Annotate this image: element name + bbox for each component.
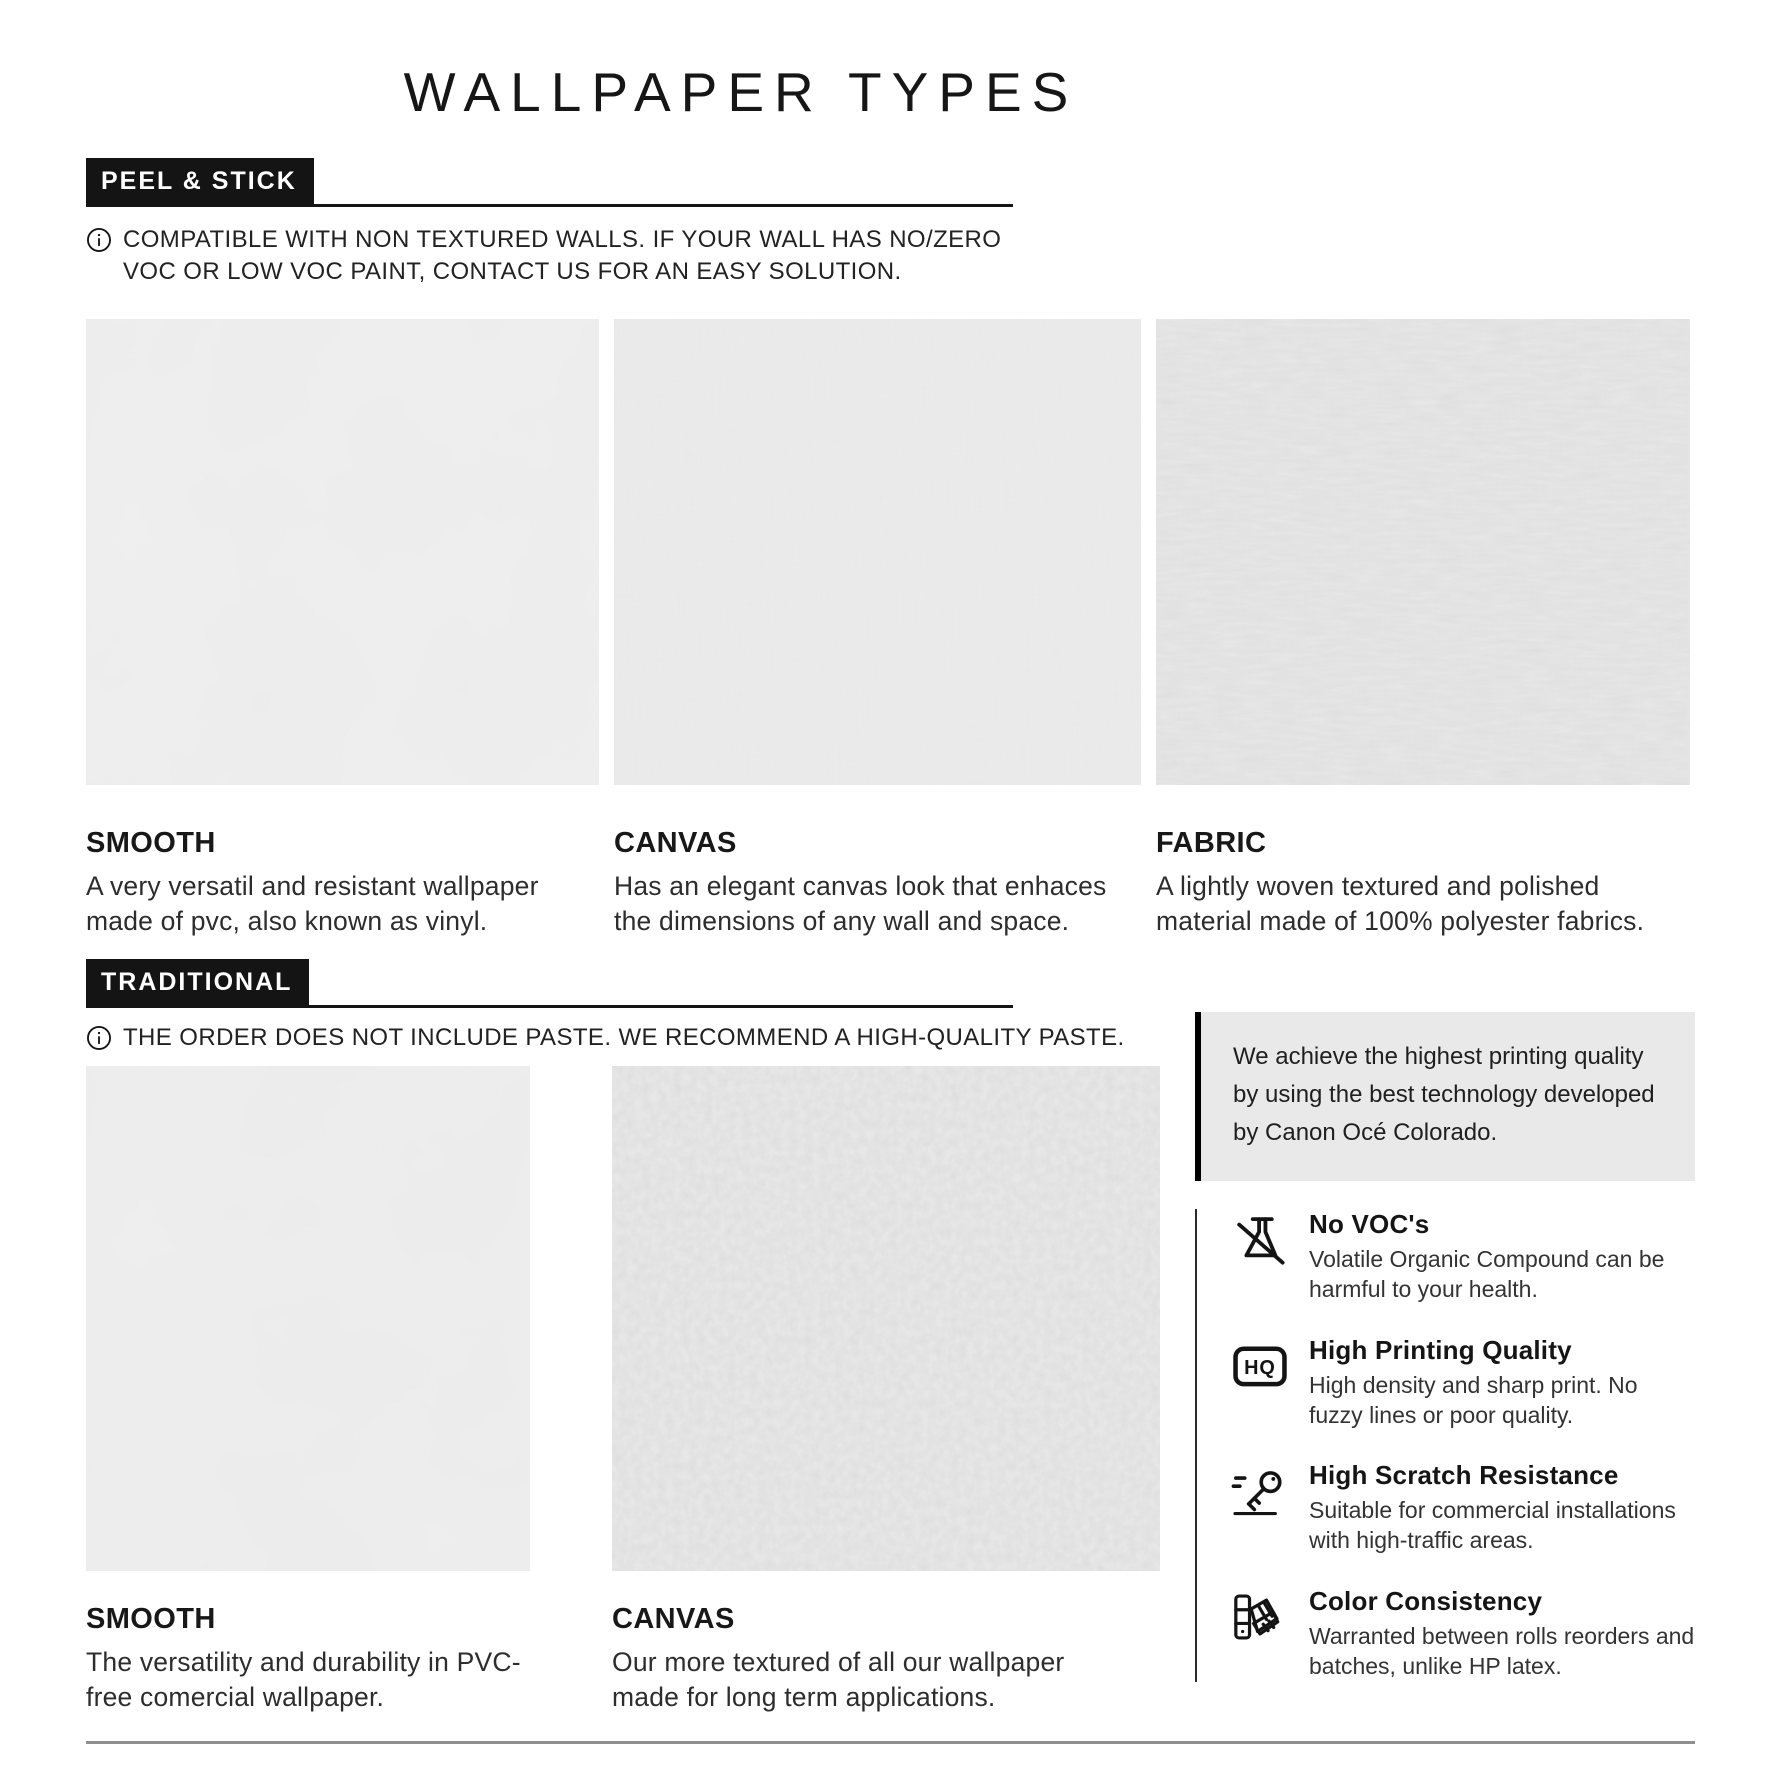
card-description: The versatility and durability in PVC-free comercial wallpaper. <box>86 1647 521 1713</box>
card-description: A very versatil and resistant wallpaper made of pvc, also known as vinyl. <box>86 871 539 936</box>
traditional-badge: TRADITIONAL <box>86 959 309 1005</box>
feature-description: Suitable for commercial installations with high-traffic areas. <box>1309 1497 1676 1554</box>
smooth-texture-swatch <box>86 1066 530 1571</box>
feature-description: Warranted between rolls reorders and batches, unlike HP latex. <box>1309 1623 1695 1680</box>
feature-description: High density and sharp print. No fuzzy lines or poor quality. <box>1309 1371 1638 1428</box>
feature-description: Volatile Organic Compound can be harmful to your health. <box>1309 1245 1665 1302</box>
card-traditional-smooth <box>86 1066 530 1715</box>
page-title: WALLPAPER TYPES <box>403 61 1079 123</box>
card-peel-stick-smooth <box>86 319 599 939</box>
traditional-note <box>86 1022 1160 1055</box>
feature-title: No VOC's <box>1309 1208 1430 1239</box>
card-traditional-canvas <box>612 1066 1160 1715</box>
card-description: A lightly woven textured and polished material made of 100% polyester fabrics. <box>1156 871 1645 936</box>
feature-title: High Scratch Resistance <box>1309 1460 1619 1491</box>
feature-high-printing-quality <box>1231 1335 1695 1431</box>
section-header-peel-stick <box>86 158 1013 207</box>
traditional-cards-row <box>86 1066 1160 1715</box>
feature-no-vocs <box>1231 1209 1695 1305</box>
note-text-line1: COMPATIBLE WITH NON TEXTURED WALLS. IF YOUR WALL HAS NO/ZERO <box>123 225 1002 253</box>
note-text: THE ORDER DOES NOT INCLUDE PASTE. WE RECOMMEND A HIGH-QUALITY PASTE. <box>123 1023 1125 1051</box>
coarse-canvas-texture-swatch <box>612 1066 1160 1571</box>
feature-list <box>1195 1209 1695 1682</box>
card-title: CANVAS <box>614 827 737 859</box>
bottom-divider <box>86 1741 1695 1744</box>
info-icon <box>86 1025 112 1051</box>
no-voc-flask-icon <box>1231 1211 1289 1269</box>
printing-quality-callout <box>1195 1012 1695 1181</box>
color-swatches-icon <box>1231 1588 1289 1646</box>
feature-high-scratch-resistance <box>1231 1460 1695 1556</box>
info-icon <box>86 227 112 253</box>
peel-stick-badge: PEEL & STICK <box>86 158 314 204</box>
peel-stick-cards-row <box>86 319 1695 939</box>
svg-text:HQ: HQ <box>1244 1356 1276 1379</box>
card-description: Has an elegant canvas look that enhaces the dimensions of any wall and space. <box>614 871 1107 936</box>
section-header-traditional <box>86 959 1013 1008</box>
feature-color-consistency <box>1231 1586 1695 1682</box>
card-description: Our more textured of all our wallpaper made for long term applications. <box>612 1647 1065 1713</box>
quality-sidebar <box>1195 1008 1695 1682</box>
hq-badge-icon <box>1231 1337 1289 1395</box>
canvas-texture-swatch <box>614 319 1141 785</box>
fabric-texture-swatch <box>1156 319 1690 785</box>
callout-text: We achieve the highest printing quality by using the best technology developed by Canon Océ Colorado. <box>1233 1042 1655 1147</box>
feature-title: High Printing Quality <box>1309 1334 1572 1365</box>
card-title: FABRIC <box>1156 827 1267 859</box>
card-title: CANVAS <box>612 1603 735 1636</box>
card-peel-stick-canvas <box>614 319 1141 939</box>
card-title: SMOOTH <box>86 827 216 859</box>
scratch-key-icon <box>1231 1462 1289 1520</box>
card-title: SMOOTH <box>86 1603 216 1636</box>
card-peel-stick-fabric <box>1156 319 1690 939</box>
traditional-body <box>86 1008 1695 1716</box>
feature-title: Color Consistency <box>1309 1586 1543 1617</box>
peel-stick-note <box>86 224 1695 289</box>
smooth-texture-swatch <box>86 319 599 785</box>
note-text-line2: VOC OR LOW VOC PAINT, CONTACT US FOR AN EASY SOLUTION. <box>123 258 902 286</box>
traditional-cards-column <box>86 1008 1160 1716</box>
